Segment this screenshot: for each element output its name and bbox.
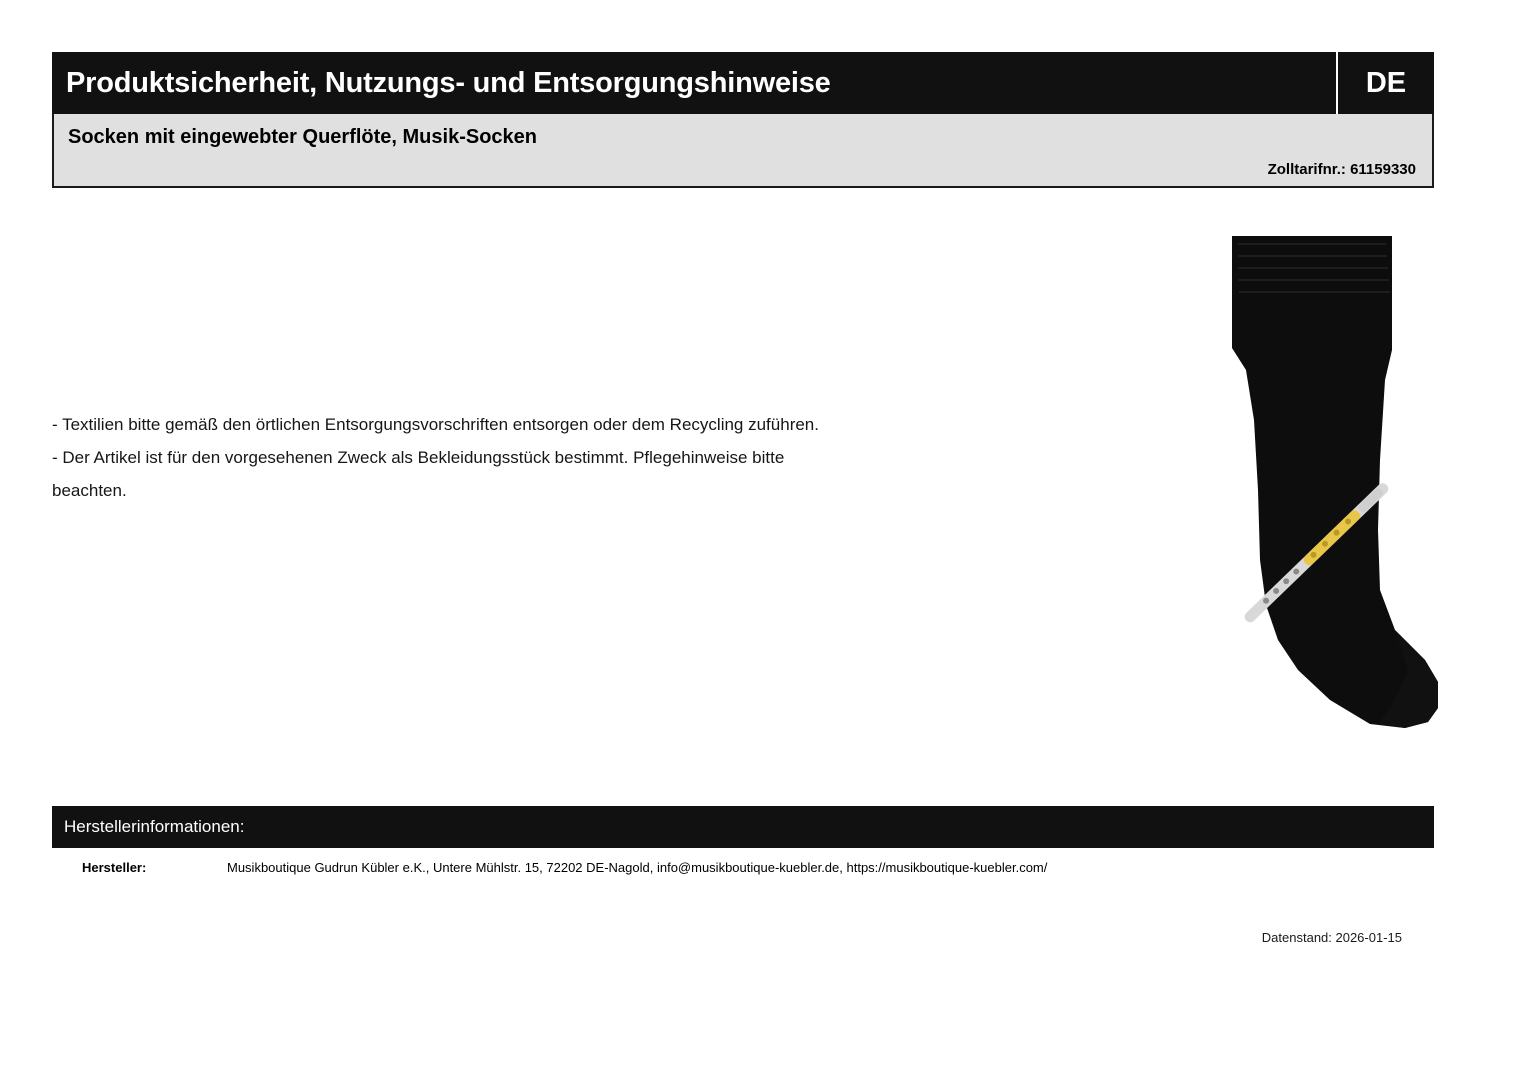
note-line-2: - Der Artikel ist für den vorgesehenen Zweck als Bekleidungsstück bestimmt. Pflegehinweise bitte [52, 448, 785, 468]
datestamp: Datenstand: 2026-01-15 [1261, 930, 1402, 945]
manufacturer-row [52, 860, 1434, 875]
manufacturer-label: Hersteller: [82, 860, 147, 875]
title-bar [52, 52, 1434, 114]
product-name: Socken mit eingewebter Querflöte, Musik-Socken [68, 126, 538, 148]
tariff-number: Zolltarifnr.: 61159330 [1267, 161, 1416, 178]
product-subtitle-bar [52, 114, 1434, 188]
disposal-notes [52, 408, 1082, 507]
page-title: Produktsicherheit, Nutzungs- und Entsorgungshinweise [66, 66, 831, 99]
product-photo [1180, 230, 1450, 740]
document-header [52, 52, 1434, 188]
note-line-1: - Textilien bitte gemäß den örtlichen Entsorgungsvorschriften entsorgen oder dem Recycling zuführen. [52, 415, 819, 434]
language-code: DE [1365, 66, 1407, 99]
manufacturer-section-title: Herstellerinformationen: [52, 806, 1434, 848]
note-line-3: beachten. [52, 481, 127, 501]
manufacturer-value: Musikboutique Gudrun Kübler e.K., Untere Mühlstr. 15, 72202 DE-Nagold, info@musikboutique-kuebler.de, https://musikboutique-kuebler.com/ [227, 860, 1048, 875]
